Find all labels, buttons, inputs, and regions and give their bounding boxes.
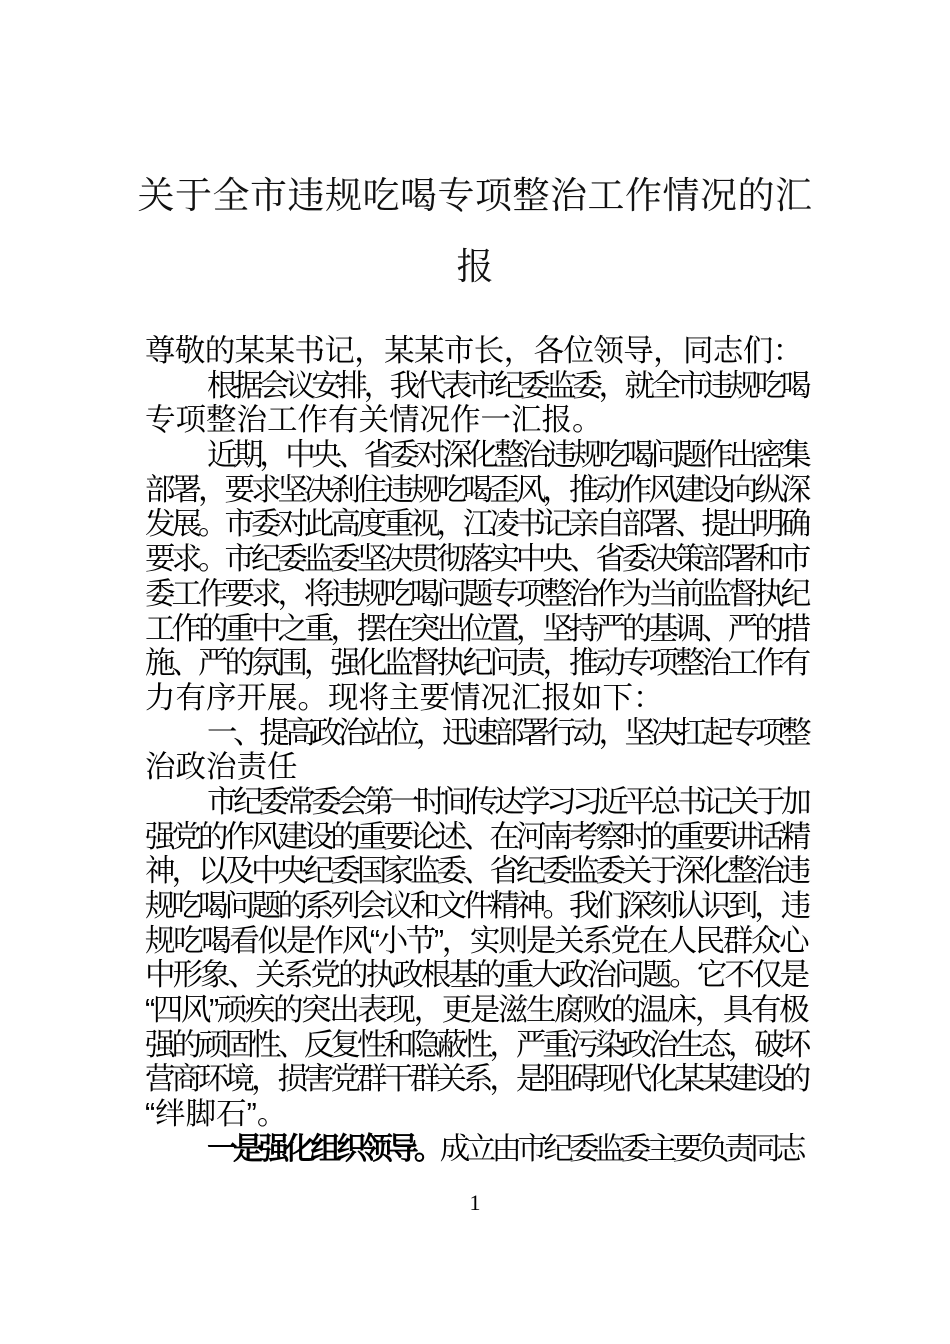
paragraph-line: 尊敬的某某书记，某某市长，各位领导，同志们： bbox=[145, 334, 803, 368]
paragraph-line: 强的顽固性、反复性和隐蔽性，严重污染政治生态，破坏 bbox=[145, 1027, 807, 1062]
paragraph-line: 委工作要求，将违规吃喝问题专项整治作为当前监督执纪 bbox=[145, 576, 807, 611]
paragraph-text: 成立由市纪委监委主要负责同志 bbox=[439, 1131, 802, 1166]
bold-lead-in: 一是强化组织领导。 bbox=[207, 1131, 440, 1166]
paragraph-line: 力有序开展。现将主要情况汇报如下： bbox=[145, 680, 664, 715]
paragraph-line: 一、提高政治站位，迅速部署行动，坚决扛起专项整 bbox=[207, 715, 807, 750]
paragraph-line: 神，以及中央纪委国家监委、省纪委监委关于深化整治违 bbox=[145, 854, 807, 889]
paragraph-line: 营商环境，损害党群干群关系，是阻碍现代化某某建设的 bbox=[145, 1062, 807, 1097]
paragraph-line: 强党的作风建设的重要论述、在河南考察时的重要讲话精 bbox=[145, 819, 807, 854]
paragraph-line: 工作的重中之重，摆在突出位置，坚持严的基调、严的措 bbox=[145, 611, 807, 646]
document-title-line-1: 关于全市违规吃喝专项整治工作情况的汇 bbox=[137, 175, 813, 216]
paragraph-line: 发展。市委对此高度重视，江凌书记亲自部署、提出明确 bbox=[145, 507, 807, 542]
paragraph-line bbox=[145, 1132, 807, 1167]
paragraph-line: “绊脚石”。 bbox=[145, 1097, 288, 1132]
paragraph-line: “四风”顽疾的突出表现，更是滋生腐败的温床，具有极 bbox=[145, 993, 807, 1028]
paragraph-line: 施、严的氛围，强化监督执纪问责，推动专项整治工作有 bbox=[145, 646, 807, 681]
paragraph-line: 规吃喝问题的系列会议和文件精神。我们深刻认识到，违 bbox=[145, 889, 807, 923]
paragraph-line: 市纪委常委会第一时间传达学习习近平总书记关于加 bbox=[207, 784, 807, 819]
paragraph-line: 专项整治工作有关情况作一汇报。 bbox=[145, 403, 603, 438]
paragraph-line: 治政治责任 bbox=[145, 750, 298, 785]
document-title-line-2: 报 bbox=[456, 246, 494, 287]
page-number: 1 bbox=[469, 1190, 481, 1215]
document-body bbox=[145, 334, 807, 1167]
paragraph-line: 根据会议安排，我代表市纪委监委，就全市违规吃喝 bbox=[207, 368, 807, 403]
paragraph-line: 近期，中央、省委对深化整治违规吃喝问题作出密集 bbox=[207, 438, 807, 473]
paragraph-line: 中形象、关系党的执政根基的重大政治问题。它不仅是 bbox=[145, 958, 807, 993]
paragraph-line: 要求。市纪委监委坚决贯彻落实中央、省委决策部署和市 bbox=[145, 542, 807, 577]
paragraph-line: 规吃喝看似是作风“小节”，实则是关系党在人民群众心 bbox=[145, 923, 807, 958]
paragraph-line: 部署，要求坚决刹住违规吃喝歪风，推动作风建设向纵深 bbox=[145, 472, 807, 507]
